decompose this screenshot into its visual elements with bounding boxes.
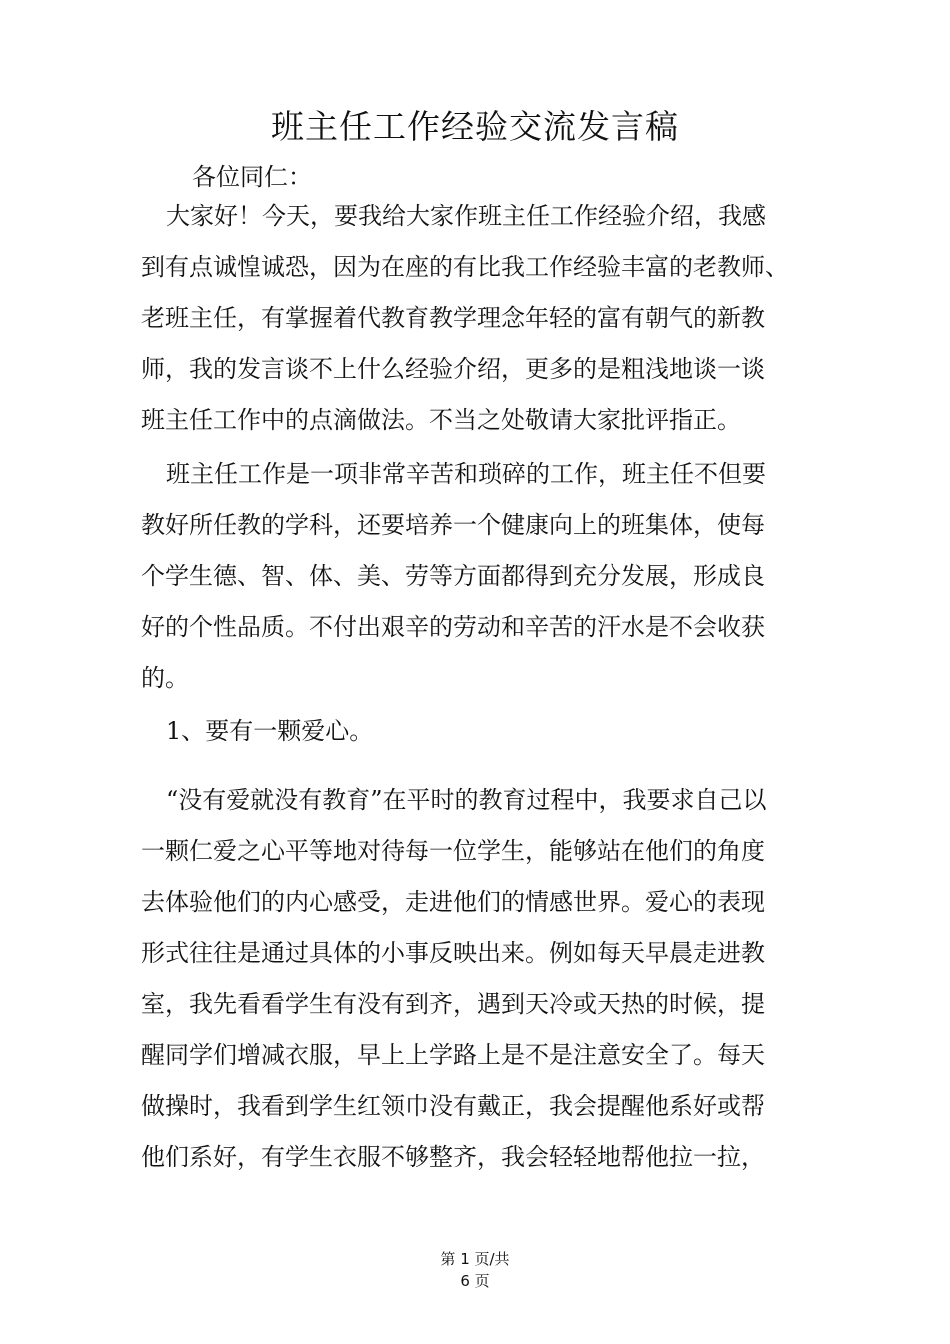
paragraph-line: 个学生德、智、体、美、劳等方面都得到充分发展，形成良 — [141, 562, 765, 590]
paragraph-line: 好的个性品质。不付出艰辛的劳动和辛苦的汗水是不会收获 — [141, 613, 765, 641]
paragraph-line: 一颗仁爱之心平等地对待每一位学生，能够站在他们的角度 — [141, 837, 765, 865]
paragraph-line: 班主任工作中的点滴做法。不当之处敬请大家批评指正。 — [141, 406, 741, 434]
paragraph-line: 的。 — [141, 664, 189, 692]
paragraph-greeting — [141, 191, 831, 446]
paragraph-line: 大家好！今天，要我给大家作班主任工作经验介绍，我感 — [166, 202, 766, 230]
paragraph-line: 做操时，我看到学生红领巾没有戴正，我会提醒他系好或帮 — [141, 1092, 765, 1120]
paragraph-work-nature — [141, 449, 831, 704]
paragraph-line: 形式往往是通过具体的小事反映出来。例如每天早晨走进教 — [141, 939, 765, 967]
page-footer — [0, 1248, 950, 1292]
paragraph-line: 教好所任教的学科，还要培养一个健康向上的班集体，使每 — [141, 511, 765, 539]
section-heading-line: 1、要有一颗爱心。 — [166, 717, 374, 745]
salutation: 各位同仁： — [192, 163, 312, 191]
paragraph-line: 师，我的发言谈不上什么经验介绍，更多的是粗浅地谈一谈 — [141, 355, 765, 383]
paragraph-line: 他们系好，有学生衣服不够整齐，我会轻轻地帮他拉一拉， — [141, 1143, 765, 1171]
page-number-line: 第 1 页/共 — [440, 1250, 510, 1268]
paragraph-line: 室，我先看看学生有没有到齐，遇到天冷或天热的时候，提 — [141, 990, 765, 1018]
paragraph-line: 班主任工作是一项非常辛苦和琐碎的工作，班主任不但要 — [166, 460, 766, 488]
paragraph-love — [141, 775, 831, 1183]
paragraph-line: 老班主任，有掌握着代教育教学理念年轻的富有朝气的新教 — [141, 304, 765, 332]
paragraph-line: 醒同学们增减衣服，早上上学路上是不是注意安全了。每天 — [141, 1041, 765, 1069]
page-total-line: 6 页 — [460, 1272, 490, 1290]
paragraph-line: 去体验他们的内心感受，走进他们的情感世界。爱心的表现 — [141, 888, 765, 916]
paragraph-line: 到有点诚惶诚恐，因为在座的有比我工作经验丰富的老教师、 — [141, 253, 789, 281]
paragraph-line: “没有爱就没有教育”在平时的教育过程中，我要求自己以 — [166, 786, 767, 814]
document-title: 班主任工作经验交流发言稿 — [271, 107, 679, 146]
section-heading-love — [141, 706, 831, 757]
